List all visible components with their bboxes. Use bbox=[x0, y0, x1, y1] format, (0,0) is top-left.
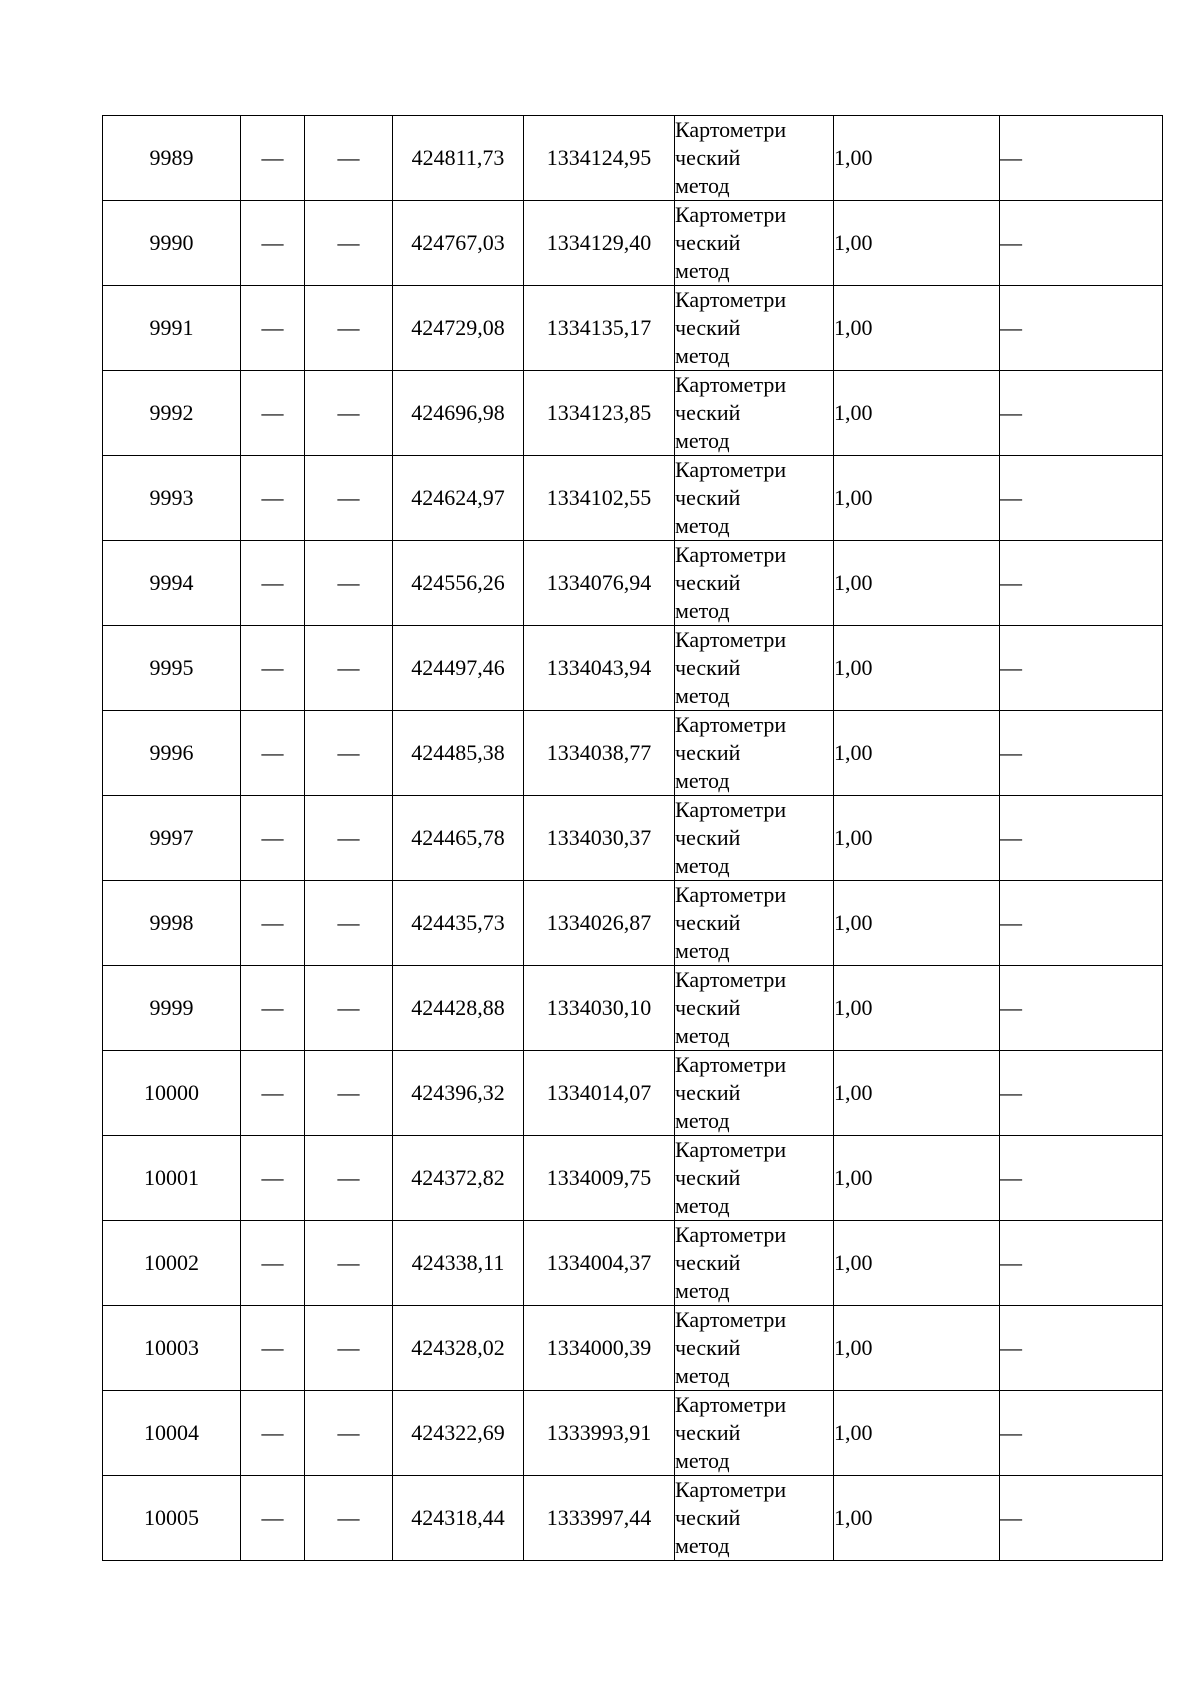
y-coordinate-cell: 1334000,39 bbox=[524, 1306, 675, 1391]
old-y-cell: — bbox=[305, 116, 393, 201]
accuracy-cell: 1,00 bbox=[834, 201, 1000, 286]
coordinates-table bbox=[102, 115, 1163, 1561]
point-number-cell: 10004 bbox=[103, 1391, 241, 1476]
method-text: Картометри ческий метод bbox=[675, 542, 787, 623]
x-coordinate-cell: 424435,73 bbox=[393, 881, 524, 966]
x-coordinate-cell: 424465,78 bbox=[393, 796, 524, 881]
method-text: Картометри ческий метод bbox=[675, 797, 787, 878]
method-cell bbox=[675, 456, 834, 541]
accuracy-cell: 1,00 bbox=[834, 116, 1000, 201]
old-y-cell: — bbox=[305, 371, 393, 456]
x-coordinate-cell: 424396,32 bbox=[393, 1051, 524, 1136]
old-y-cell: — bbox=[305, 286, 393, 371]
table-row bbox=[103, 796, 1163, 881]
point-number-cell: 10001 bbox=[103, 1136, 241, 1221]
method-text: Картометри ческий метод bbox=[675, 1137, 787, 1218]
method-text: Картометри ческий метод bbox=[675, 1392, 787, 1473]
description-cell: — bbox=[1000, 966, 1163, 1051]
point-number-cell: 10005 bbox=[103, 1476, 241, 1561]
y-coordinate-cell: 1334009,75 bbox=[524, 1136, 675, 1221]
old-x-cell: — bbox=[241, 1221, 305, 1306]
old-x-cell: — bbox=[241, 371, 305, 456]
description-cell: — bbox=[1000, 1306, 1163, 1391]
old-x-cell: — bbox=[241, 796, 305, 881]
table-row bbox=[103, 1306, 1163, 1391]
old-y-cell: — bbox=[305, 1391, 393, 1476]
old-y-cell: — bbox=[305, 966, 393, 1051]
x-coordinate-cell: 424696,98 bbox=[393, 371, 524, 456]
description-cell: — bbox=[1000, 116, 1163, 201]
old-y-cell: — bbox=[305, 541, 393, 626]
point-number-cell: 9996 bbox=[103, 711, 241, 796]
method-text: Картометри ческий метод bbox=[675, 627, 787, 708]
old-x-cell: — bbox=[241, 1051, 305, 1136]
x-coordinate-cell: 424624,97 bbox=[393, 456, 524, 541]
old-y-cell: — bbox=[305, 796, 393, 881]
table-row bbox=[103, 881, 1163, 966]
description-cell: — bbox=[1000, 201, 1163, 286]
x-coordinate-cell: 424729,08 bbox=[393, 286, 524, 371]
point-number-cell: 10003 bbox=[103, 1306, 241, 1391]
old-y-cell: — bbox=[305, 1221, 393, 1306]
table-row bbox=[103, 456, 1163, 541]
table-row bbox=[103, 371, 1163, 456]
method-text: Картометри ческий метод bbox=[675, 967, 787, 1048]
point-number-cell: 9990 bbox=[103, 201, 241, 286]
old-y-cell: — bbox=[305, 201, 393, 286]
old-x-cell: — bbox=[241, 966, 305, 1051]
y-coordinate-cell: 1334076,94 bbox=[524, 541, 675, 626]
method-cell bbox=[675, 286, 834, 371]
old-y-cell: — bbox=[305, 881, 393, 966]
point-number-cell: 10002 bbox=[103, 1221, 241, 1306]
old-x-cell: — bbox=[241, 456, 305, 541]
x-coordinate-cell: 424322,69 bbox=[393, 1391, 524, 1476]
point-number-cell: 9994 bbox=[103, 541, 241, 626]
description-cell: — bbox=[1000, 456, 1163, 541]
accuracy-cell: 1,00 bbox=[834, 881, 1000, 966]
table-row bbox=[103, 116, 1163, 201]
description-cell: — bbox=[1000, 1476, 1163, 1561]
accuracy-cell: 1,00 bbox=[834, 371, 1000, 456]
x-coordinate-cell: 424328,02 bbox=[393, 1306, 524, 1391]
description-cell: — bbox=[1000, 541, 1163, 626]
old-x-cell: — bbox=[241, 201, 305, 286]
method-cell bbox=[675, 1051, 834, 1136]
accuracy-cell: 1,00 bbox=[834, 796, 1000, 881]
y-coordinate-cell: 1333993,91 bbox=[524, 1391, 675, 1476]
method-text: Картометри ческий метод bbox=[675, 372, 787, 453]
old-y-cell: — bbox=[305, 1306, 393, 1391]
y-coordinate-cell: 1334043,94 bbox=[524, 626, 675, 711]
old-y-cell: — bbox=[305, 711, 393, 796]
x-coordinate-cell: 424372,82 bbox=[393, 1136, 524, 1221]
old-x-cell: — bbox=[241, 116, 305, 201]
y-coordinate-cell: 1334102,55 bbox=[524, 456, 675, 541]
accuracy-cell: 1,00 bbox=[834, 286, 1000, 371]
x-coordinate-cell: 424497,46 bbox=[393, 626, 524, 711]
point-number-cell: 9993 bbox=[103, 456, 241, 541]
y-coordinate-cell: 1334030,10 bbox=[524, 966, 675, 1051]
method-cell bbox=[675, 371, 834, 456]
x-coordinate-cell: 424338,11 bbox=[393, 1221, 524, 1306]
description-cell: — bbox=[1000, 796, 1163, 881]
y-coordinate-cell: 1334004,37 bbox=[524, 1221, 675, 1306]
old-x-cell: — bbox=[241, 626, 305, 711]
description-cell: — bbox=[1000, 881, 1163, 966]
point-number-cell: 9997 bbox=[103, 796, 241, 881]
old-x-cell: — bbox=[241, 286, 305, 371]
method-text: Картометри ческий метод bbox=[675, 202, 787, 283]
accuracy-cell: 1,00 bbox=[834, 626, 1000, 711]
table-row bbox=[103, 1476, 1163, 1561]
y-coordinate-cell: 1334123,85 bbox=[524, 371, 675, 456]
method-text: Картометри ческий метод bbox=[675, 287, 787, 368]
old-y-cell: — bbox=[305, 1136, 393, 1221]
method-cell bbox=[675, 796, 834, 881]
y-coordinate-cell: 1334026,87 bbox=[524, 881, 675, 966]
accuracy-cell: 1,00 bbox=[834, 1306, 1000, 1391]
old-x-cell: — bbox=[241, 1476, 305, 1561]
description-cell: — bbox=[1000, 371, 1163, 456]
y-coordinate-cell: 1334038,77 bbox=[524, 711, 675, 796]
description-cell: — bbox=[1000, 711, 1163, 796]
old-x-cell: — bbox=[241, 1136, 305, 1221]
old-x-cell: — bbox=[241, 1391, 305, 1476]
table-row bbox=[103, 286, 1163, 371]
y-coordinate-cell: 1334129,40 bbox=[524, 201, 675, 286]
accuracy-cell: 1,00 bbox=[834, 966, 1000, 1051]
point-number-cell: 9989 bbox=[103, 116, 241, 201]
method-cell bbox=[675, 966, 834, 1051]
point-number-cell: 10000 bbox=[103, 1051, 241, 1136]
accuracy-cell: 1,00 bbox=[834, 1221, 1000, 1306]
y-coordinate-cell: 1333997,44 bbox=[524, 1476, 675, 1561]
table-body bbox=[103, 116, 1163, 1561]
y-coordinate-cell: 1334014,07 bbox=[524, 1051, 675, 1136]
point-number-cell: 9991 bbox=[103, 286, 241, 371]
x-coordinate-cell: 424811,73 bbox=[393, 116, 524, 201]
accuracy-cell: 1,00 bbox=[834, 1391, 1000, 1476]
description-cell: — bbox=[1000, 286, 1163, 371]
point-number-cell: 9999 bbox=[103, 966, 241, 1051]
method-text: Картометри ческий метод bbox=[675, 1052, 787, 1133]
x-coordinate-cell: 424428,88 bbox=[393, 966, 524, 1051]
method-cell bbox=[675, 541, 834, 626]
method-cell bbox=[675, 1476, 834, 1561]
method-cell bbox=[675, 711, 834, 796]
method-cell bbox=[675, 1136, 834, 1221]
table-row bbox=[103, 1136, 1163, 1221]
method-cell bbox=[675, 201, 834, 286]
x-coordinate-cell: 424318,44 bbox=[393, 1476, 524, 1561]
y-coordinate-cell: 1334124,95 bbox=[524, 116, 675, 201]
old-x-cell: — bbox=[241, 881, 305, 966]
method-text: Картометри ческий метод bbox=[675, 457, 787, 538]
accuracy-cell: 1,00 bbox=[834, 1051, 1000, 1136]
old-y-cell: — bbox=[305, 1476, 393, 1561]
method-cell bbox=[675, 1221, 834, 1306]
method-cell bbox=[675, 1306, 834, 1391]
point-number-cell: 9995 bbox=[103, 626, 241, 711]
old-x-cell: — bbox=[241, 711, 305, 796]
old-x-cell: — bbox=[241, 1306, 305, 1391]
old-y-cell: — bbox=[305, 456, 393, 541]
old-y-cell: — bbox=[305, 1051, 393, 1136]
table-row bbox=[103, 966, 1163, 1051]
description-cell: — bbox=[1000, 1136, 1163, 1221]
method-text: Картометри ческий метод bbox=[675, 1477, 787, 1558]
accuracy-cell: 1,00 bbox=[834, 456, 1000, 541]
method-text: Картометри ческий метод bbox=[675, 1307, 787, 1388]
method-cell bbox=[675, 881, 834, 966]
method-text: Картометри ческий метод bbox=[675, 117, 787, 198]
description-cell: — bbox=[1000, 1221, 1163, 1306]
description-cell: — bbox=[1000, 626, 1163, 711]
accuracy-cell: 1,00 bbox=[834, 1476, 1000, 1561]
description-cell: — bbox=[1000, 1391, 1163, 1476]
y-coordinate-cell: 1334135,17 bbox=[524, 286, 675, 371]
old-y-cell: — bbox=[305, 626, 393, 711]
table-row bbox=[103, 1051, 1163, 1136]
method-cell bbox=[675, 116, 834, 201]
table-row bbox=[103, 541, 1163, 626]
x-coordinate-cell: 424767,03 bbox=[393, 201, 524, 286]
table-row bbox=[103, 1221, 1163, 1306]
accuracy-cell: 1,00 bbox=[834, 1136, 1000, 1221]
old-x-cell: — bbox=[241, 541, 305, 626]
method-cell bbox=[675, 1391, 834, 1476]
x-coordinate-cell: 424556,26 bbox=[393, 541, 524, 626]
description-cell: — bbox=[1000, 1051, 1163, 1136]
method-cell bbox=[675, 626, 834, 711]
point-number-cell: 9992 bbox=[103, 371, 241, 456]
table-row bbox=[103, 711, 1163, 796]
table-row bbox=[103, 1391, 1163, 1476]
table-row bbox=[103, 201, 1163, 286]
method-text: Картометри ческий метод bbox=[675, 712, 787, 793]
y-coordinate-cell: 1334030,37 bbox=[524, 796, 675, 881]
accuracy-cell: 1,00 bbox=[834, 541, 1000, 626]
x-coordinate-cell: 424485,38 bbox=[393, 711, 524, 796]
method-text: Картометри ческий метод bbox=[675, 882, 787, 963]
method-text: Картометри ческий метод bbox=[675, 1222, 787, 1303]
point-number-cell: 9998 bbox=[103, 881, 241, 966]
table-row bbox=[103, 626, 1163, 711]
accuracy-cell: 1,00 bbox=[834, 711, 1000, 796]
